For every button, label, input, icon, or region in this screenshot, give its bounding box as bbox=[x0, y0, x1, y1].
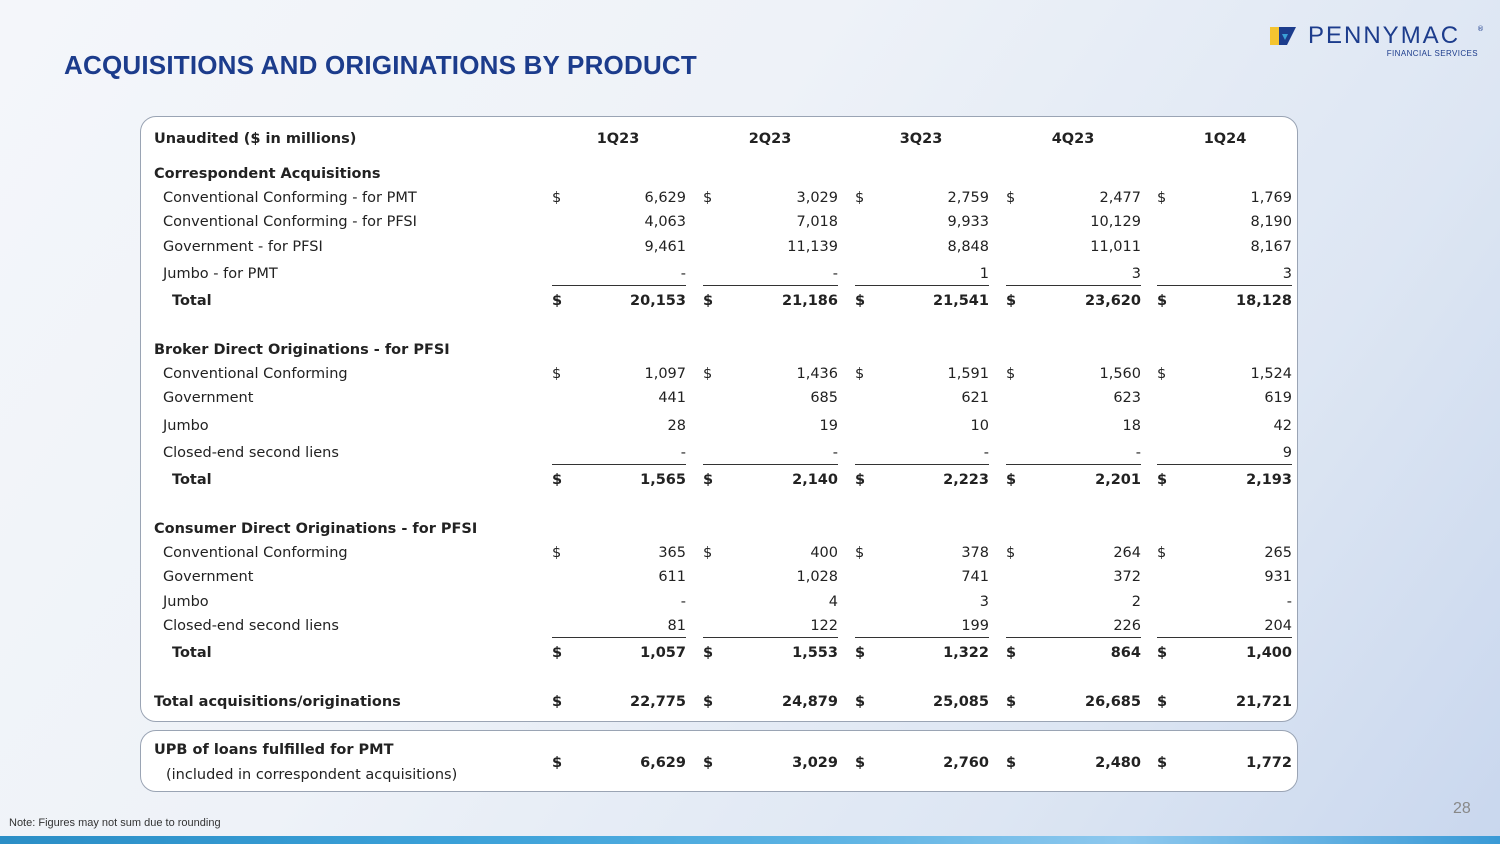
cell-value: - bbox=[680, 266, 686, 282]
dollar-sign: $ bbox=[703, 366, 713, 382]
cell-value: 2,140 bbox=[792, 472, 838, 488]
row-label: Closed-end second liens bbox=[163, 618, 339, 634]
dollar-sign: $ bbox=[1006, 545, 1016, 561]
table-row bbox=[0, 614, 1500, 638]
row-label: Jumbo - for PMT bbox=[163, 266, 278, 282]
cell-value: 226 bbox=[1113, 618, 1141, 634]
dollar-sign: $ bbox=[1006, 472, 1017, 488]
cell-value: 864 bbox=[1110, 645, 1141, 661]
cell-value: 372 bbox=[1113, 569, 1141, 585]
section-title bbox=[0, 162, 1500, 186]
cell-value: 2,201 bbox=[1095, 472, 1141, 488]
logo-registered-mark: ® bbox=[1477, 25, 1484, 33]
cell-value: 2 bbox=[1131, 594, 1141, 610]
cell-value: - bbox=[832, 266, 838, 282]
subtotal-underline bbox=[552, 285, 686, 286]
dollar-sign: $ bbox=[1157, 293, 1168, 309]
dollar-sign: $ bbox=[1157, 545, 1167, 561]
table-row bbox=[0, 414, 1500, 438]
row-label: Jumbo bbox=[163, 594, 209, 610]
cell-value: 10,129 bbox=[1090, 214, 1141, 230]
cell-value: 3,029 bbox=[796, 190, 838, 206]
dollar-sign: $ bbox=[703, 694, 714, 710]
table-row bbox=[0, 186, 1500, 210]
cell-value: 42 bbox=[1273, 418, 1292, 434]
cell-value: 2,193 bbox=[1246, 472, 1292, 488]
cell-value: 6,629 bbox=[640, 755, 686, 771]
table-row bbox=[0, 235, 1500, 259]
dollar-sign: $ bbox=[552, 694, 563, 710]
cell-value: 400 bbox=[810, 545, 838, 561]
row-label: Total acquisitions/originations bbox=[154, 694, 401, 710]
dollar-sign: $ bbox=[855, 645, 866, 661]
dollar-sign: $ bbox=[1006, 293, 1017, 309]
cell-value: 2,477 bbox=[1099, 190, 1141, 206]
upb-sublabel-row bbox=[0, 763, 1500, 787]
cell-value: 1,772 bbox=[1246, 755, 1292, 771]
cell-value: - bbox=[832, 445, 838, 461]
dollar-sign: $ bbox=[552, 366, 562, 382]
column-header: 3Q23 bbox=[899, 131, 943, 147]
cell-value: - bbox=[1286, 594, 1292, 610]
cell-value: 28 bbox=[667, 418, 686, 434]
subtotal-underline bbox=[1006, 637, 1141, 638]
cell-value: 25,085 bbox=[933, 694, 989, 710]
cell-value: 1,028 bbox=[796, 569, 838, 585]
dollar-sign: $ bbox=[1157, 755, 1168, 771]
section-title bbox=[0, 517, 1500, 541]
section-title bbox=[0, 338, 1500, 362]
subtotal-underline bbox=[552, 464, 686, 465]
cell-value: 7,018 bbox=[796, 214, 838, 230]
footnote: Note: Figures may not sum due to rounding bbox=[9, 817, 221, 829]
cell-value: 931 bbox=[1264, 569, 1292, 585]
page-number: 28 bbox=[1453, 800, 1471, 817]
row-label: Conventional Conforming - for PMT bbox=[163, 190, 417, 206]
dollar-sign: $ bbox=[1157, 694, 1168, 710]
row-label: Jumbo bbox=[163, 418, 209, 434]
cell-value: 18,128 bbox=[1236, 293, 1292, 309]
dollar-sign: $ bbox=[552, 755, 563, 771]
subtotal-underline bbox=[1157, 464, 1292, 465]
cell-value: 22,775 bbox=[630, 694, 686, 710]
cell-value: 2,223 bbox=[943, 472, 989, 488]
cell-value: 1,591 bbox=[947, 366, 989, 382]
row-label: Consumer Direct Originations - for PFSI bbox=[154, 521, 478, 537]
cell-value: 20,153 bbox=[630, 293, 686, 309]
dollar-sign: $ bbox=[855, 190, 865, 206]
cell-value: 1,097 bbox=[644, 366, 686, 382]
cell-value: - bbox=[680, 445, 686, 461]
pennymac-logo bbox=[1270, 22, 1482, 62]
cell-value: 11,139 bbox=[787, 239, 838, 255]
page-title: ACQUISITIONS AND ORIGINATIONS BY PRODUCT bbox=[64, 50, 697, 80]
subtotal-underline bbox=[855, 464, 989, 465]
cell-value: 199 bbox=[961, 618, 989, 634]
grand-total-row bbox=[0, 690, 1500, 714]
cell-value: 2,760 bbox=[943, 755, 989, 771]
column-header: 1Q23 bbox=[596, 131, 640, 147]
logo-subtitle: FINANCIAL SERVICES bbox=[1386, 49, 1478, 58]
dollar-sign: $ bbox=[1006, 645, 1017, 661]
column-header: 1Q24 bbox=[1203, 131, 1247, 147]
cell-value: 4,063 bbox=[644, 214, 686, 230]
cell-value: 1,560 bbox=[1099, 366, 1141, 382]
dollar-sign: $ bbox=[552, 645, 563, 661]
row-label: Correspondent Acquisitions bbox=[154, 166, 381, 182]
table-row bbox=[0, 386, 1500, 410]
subtotal-underline bbox=[703, 285, 838, 286]
table-row bbox=[0, 565, 1500, 589]
cell-value: 685 bbox=[810, 390, 838, 406]
cell-value: 9,933 bbox=[947, 214, 989, 230]
subtotal-underline bbox=[1157, 637, 1292, 638]
dollar-sign: $ bbox=[703, 190, 713, 206]
cell-value: 122 bbox=[810, 618, 838, 634]
logo-wordmark: PENNYMAC bbox=[1308, 22, 1461, 49]
cell-value: 1,565 bbox=[640, 472, 686, 488]
table-row bbox=[0, 210, 1500, 234]
total-row bbox=[0, 641, 1500, 665]
cell-value: 1,057 bbox=[640, 645, 686, 661]
dollar-sign: $ bbox=[1157, 472, 1168, 488]
cell-value: 26,685 bbox=[1085, 694, 1141, 710]
dollar-sign: $ bbox=[552, 472, 563, 488]
cell-value: 3 bbox=[1131, 266, 1141, 282]
cell-value: - bbox=[1135, 445, 1141, 461]
cell-value: 9 bbox=[1282, 445, 1292, 461]
cell-value: 11,011 bbox=[1090, 239, 1141, 255]
table-row bbox=[0, 362, 1500, 386]
cell-value: 623 bbox=[1113, 390, 1141, 406]
row-label: Conventional Conforming bbox=[163, 366, 348, 382]
cell-value: 204 bbox=[1264, 618, 1292, 634]
cell-value: 741 bbox=[961, 569, 989, 585]
table-row bbox=[0, 541, 1500, 565]
cell-value: 10 bbox=[970, 418, 989, 434]
row-label: Total bbox=[172, 472, 212, 488]
table-row bbox=[0, 441, 1500, 465]
cell-value: 265 bbox=[1264, 545, 1292, 561]
cell-value: 1,322 bbox=[943, 645, 989, 661]
row-label: Total bbox=[172, 293, 212, 309]
subtotal-underline bbox=[855, 285, 989, 286]
dollar-sign: $ bbox=[703, 472, 714, 488]
dollar-sign: $ bbox=[1006, 366, 1016, 382]
cell-value: 1,436 bbox=[796, 366, 838, 382]
upb-label: UPB of loans fulfilled for PMT bbox=[154, 742, 394, 758]
dollar-sign: $ bbox=[703, 755, 714, 771]
row-label: Total bbox=[172, 645, 212, 661]
dollar-sign: $ bbox=[855, 293, 866, 309]
cell-value: 2,759 bbox=[947, 190, 989, 206]
dollar-sign: $ bbox=[855, 366, 865, 382]
cell-value: 264 bbox=[1113, 545, 1141, 561]
cell-value: 1,769 bbox=[1250, 190, 1292, 206]
dollar-sign: $ bbox=[855, 472, 866, 488]
cell-value: 24,879 bbox=[782, 694, 838, 710]
row-label: Government bbox=[163, 390, 254, 406]
subtotal-underline bbox=[855, 637, 989, 638]
column-header: 4Q23 bbox=[1051, 131, 1095, 147]
cell-value: 8,190 bbox=[1250, 214, 1292, 230]
dollar-sign: $ bbox=[703, 645, 714, 661]
table-header-row bbox=[0, 127, 1500, 151]
dollar-sign: $ bbox=[855, 755, 866, 771]
cell-value: - bbox=[680, 594, 686, 610]
cell-value: 1 bbox=[979, 266, 989, 282]
total-row bbox=[0, 289, 1500, 313]
row-label: Closed-end second liens bbox=[163, 445, 339, 461]
cell-value: 441 bbox=[658, 390, 686, 406]
row-label: Conventional Conforming - for PFSI bbox=[163, 214, 417, 230]
dollar-sign: $ bbox=[703, 293, 714, 309]
dollar-sign: $ bbox=[1157, 190, 1167, 206]
cell-value: 8,167 bbox=[1250, 239, 1292, 255]
cell-value: 378 bbox=[961, 545, 989, 561]
dollar-sign: $ bbox=[1006, 694, 1017, 710]
row-label: Conventional Conforming bbox=[163, 545, 348, 561]
column-header: 2Q23 bbox=[748, 131, 792, 147]
cell-value: 21,721 bbox=[1236, 694, 1292, 710]
cell-value: 3 bbox=[979, 594, 989, 610]
header-label: Unaudited ($ in millions) bbox=[154, 131, 357, 147]
dollar-sign: $ bbox=[1006, 755, 1017, 771]
subtotal-underline bbox=[552, 637, 686, 638]
cell-value: 1,524 bbox=[1250, 366, 1292, 382]
cell-value: 611 bbox=[658, 569, 686, 585]
cell-value: 3 bbox=[1282, 266, 1292, 282]
row-label: Government bbox=[163, 569, 254, 585]
cell-value: 23,620 bbox=[1085, 293, 1141, 309]
upb-label-row bbox=[0, 738, 1500, 762]
footer-bar bbox=[0, 836, 1500, 844]
row-label: Government - for PFSI bbox=[163, 239, 323, 255]
cell-value: 9,461 bbox=[644, 239, 686, 255]
cell-value: 365 bbox=[658, 545, 686, 561]
cell-value: 1,553 bbox=[792, 645, 838, 661]
cell-value: 2,480 bbox=[1095, 755, 1141, 771]
row-label: Broker Direct Originations - for PFSI bbox=[154, 342, 450, 358]
dollar-sign: $ bbox=[552, 545, 562, 561]
cell-value: 81 bbox=[667, 618, 686, 634]
dollar-sign: $ bbox=[1157, 366, 1167, 382]
cell-value: 4 bbox=[828, 594, 838, 610]
dollar-sign: $ bbox=[552, 190, 562, 206]
dollar-sign: $ bbox=[1157, 645, 1168, 661]
subtotal-underline bbox=[1006, 285, 1141, 286]
upb-sublabel: (included in correspondent acquisitions) bbox=[166, 767, 458, 783]
dollar-sign: $ bbox=[552, 293, 563, 309]
cell-value: 6,629 bbox=[644, 190, 686, 206]
subtotal-underline bbox=[703, 637, 838, 638]
dollar-sign: $ bbox=[855, 545, 865, 561]
table-row bbox=[0, 262, 1500, 286]
cell-value: 3,029 bbox=[792, 755, 838, 771]
cell-value: 18 bbox=[1122, 418, 1141, 434]
cell-value: 619 bbox=[1264, 390, 1292, 406]
table-row bbox=[0, 590, 1500, 614]
cell-value: 21,186 bbox=[782, 293, 838, 309]
cell-value: 621 bbox=[961, 390, 989, 406]
dollar-sign: $ bbox=[855, 694, 866, 710]
cell-value: 1,400 bbox=[1246, 645, 1292, 661]
subtotal-underline bbox=[703, 464, 838, 465]
subtotal-underline bbox=[1006, 464, 1141, 465]
cell-value: 8,848 bbox=[947, 239, 989, 255]
pennymac-logo-icon bbox=[1270, 25, 1298, 47]
subtotal-underline bbox=[1157, 285, 1292, 286]
cell-value: 21,541 bbox=[933, 293, 989, 309]
dollar-sign: $ bbox=[703, 545, 713, 561]
cell-value: - bbox=[983, 445, 989, 461]
cell-value: 19 bbox=[819, 418, 838, 434]
dollar-sign: $ bbox=[1006, 190, 1016, 206]
total-row bbox=[0, 468, 1500, 492]
